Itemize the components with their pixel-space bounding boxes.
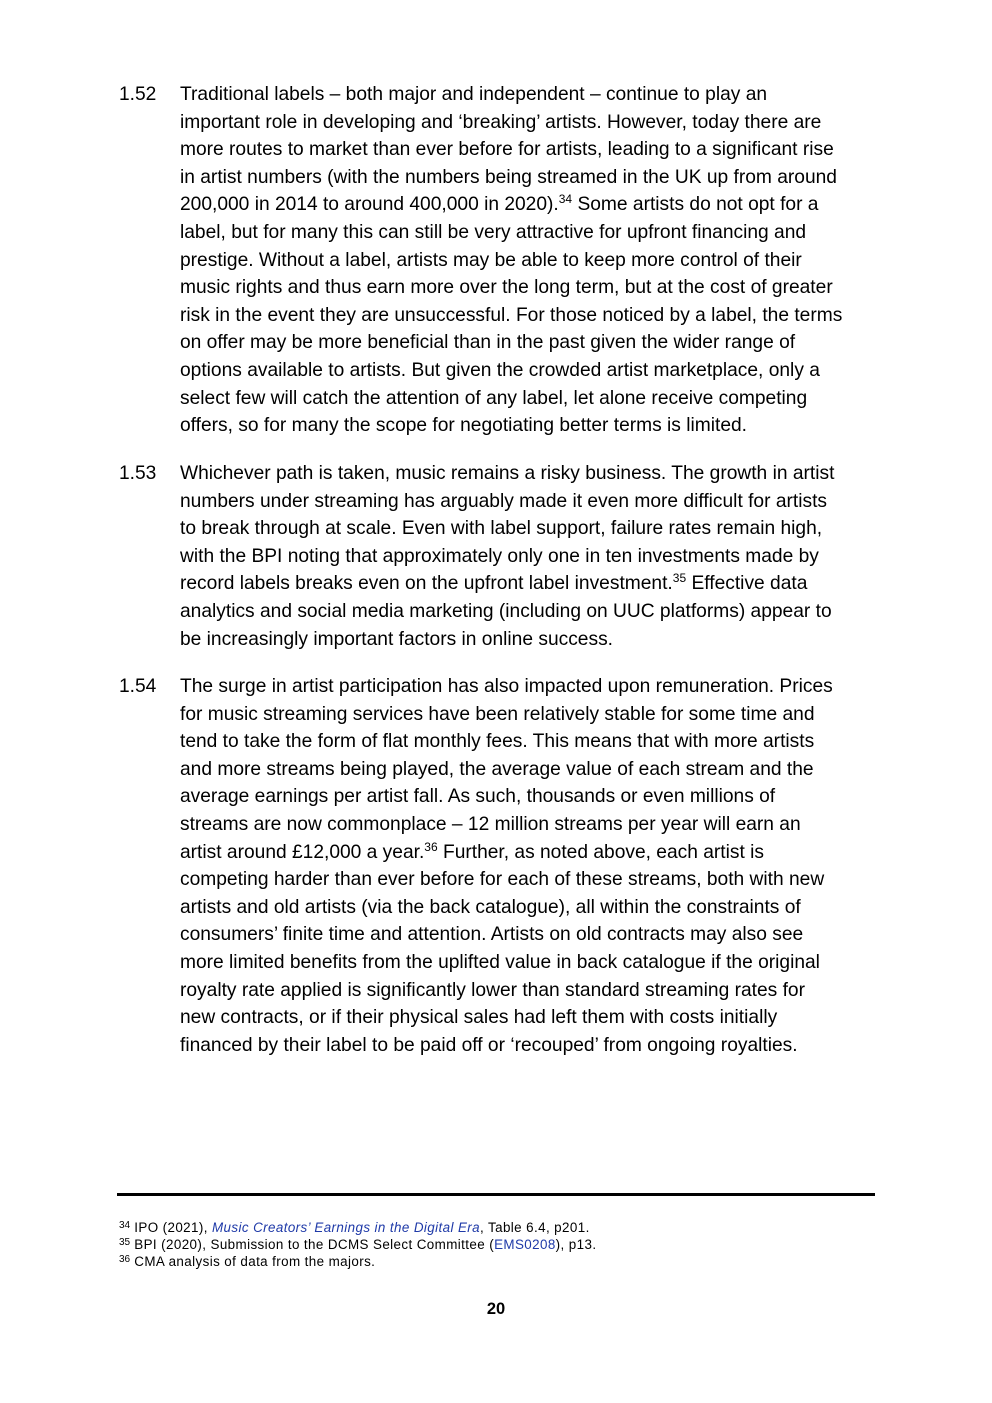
text-segment: Some artists do not opt for a	[572, 194, 819, 216]
text-line: offers, so for many the scope for negotiating better terms is limited.	[180, 415, 748, 437]
text-line: average earnings per artist fall. As such, thousands or even millions of	[180, 786, 776, 808]
paragraph-body	[180, 460, 879, 653]
text-segment: record labels breaks even on the upfront label investment.	[180, 573, 673, 595]
text-segment: Effective data	[686, 573, 808, 595]
text-line: The surge in artist participation has also impacted upon remuneration. Prices	[180, 676, 833, 697]
text-line: select few will catch the attention of any label, let alone receive competing	[180, 387, 808, 409]
footnote-text: CMA analysis of data from the majors.	[130, 1254, 376, 1269]
text-line: be increasingly important factors in online success.	[180, 628, 613, 650]
text-line: music rights and thus earn more over the long term, but at the cost of greater	[180, 277, 833, 299]
paragraph-number: 1.52	[119, 84, 157, 105]
paragraph-1-52	[119, 81, 879, 440]
text-line: streams are now commonplace – 12 million streams per year will earn an	[180, 813, 801, 835]
text-line: important role in developing and ‘breaking’ artists. However, today there are	[180, 111, 822, 133]
text-line: options available to artists. But given the crowded artist marketplace, only a	[180, 359, 820, 381]
text-line: to break through at scale. Even with label support, failure rates remain high,	[180, 518, 823, 540]
paragraph-body	[180, 673, 879, 1059]
text-line: new contracts, or if their physical sales had left them with costs initially	[180, 1007, 778, 1029]
text-line	[180, 191, 879, 219]
footnote-number: 34	[119, 1220, 131, 1231]
text-line: prestige. Without a label, artists may be able to keep more control of their	[180, 249, 802, 271]
paragraph-number: 1.53	[119, 463, 157, 484]
footnote-link-report[interactable]: Music Creators’ Earnings in the Digital Era	[211, 1220, 480, 1235]
text-line: on offer may be more beneficial than in the past given the wider range of	[180, 332, 796, 354]
text-line: Traditional labels – both major and independent – continue to play an	[180, 84, 768, 105]
text-line: Whichever path is taken, music remains a risky business. The growth in artist	[180, 463, 835, 484]
footnote-reference-36: 36	[424, 839, 438, 854]
text-line: analytics and social media marketing (including on UUC platforms) appear to	[180, 600, 832, 622]
text-line: royalty rate applied is significantly lower than standard streaming rates for	[180, 979, 805, 1001]
footnote-35	[119, 1236, 879, 1253]
paragraph-number: 1.54	[119, 676, 157, 697]
text-line: financed by their label to be paid off or ‘recouped’ from ongoing royalties.	[180, 1034, 798, 1056]
text-line: artists and old artists (via the back catalogue), all within the constraints of	[180, 896, 801, 918]
footnotes	[119, 1219, 879, 1270]
footnote-text: , Table 6.4, p201.	[480, 1220, 590, 1235]
footnote-reference-34: 34	[558, 192, 573, 207]
footnote-separator	[117, 1193, 875, 1196]
text-segment: 200,000 in 2014 to around 400,000 in 2020).	[180, 194, 559, 216]
footnote-text: IPO (2021),	[130, 1220, 212, 1235]
paragraph-1-53	[119, 460, 879, 653]
text-line: for music streaming services have been relatively stable for some time and	[180, 703, 815, 725]
text-line	[180, 570, 879, 598]
footnote-36	[119, 1253, 879, 1270]
text-line	[180, 839, 879, 867]
text-segment: Further, as noted above, each artist is	[437, 841, 765, 863]
text-line: more routes to market than ever before for artists, leading to a significant rise	[180, 139, 834, 161]
text-line: in artist numbers (with the numbers being streamed in the UK up from around	[180, 166, 837, 188]
text-line: with the BPI noting that approximately only one in ten investments made by	[180, 545, 819, 567]
text-line: tend to take the form of flat monthly fees. This means that with more artists	[180, 731, 815, 753]
footnote-text: ), p13.	[555, 1237, 597, 1252]
page-number: 20	[486, 1300, 506, 1318]
text-line: more limited benefits from the uplifted value in back catalogue if the original	[180, 951, 820, 973]
footnote-link-submission[interactable]: EMS0208	[494, 1237, 556, 1252]
text-line: numbers under streaming has arguably made it even more difficult for artists	[180, 490, 827, 512]
text-line: consumers’ finite time and attention. Artists on old contracts may also see	[180, 924, 804, 946]
paragraph-1-54	[119, 673, 879, 1059]
text-line: risk in the event they are unsuccessful. For those noticed by a label, the terms	[180, 304, 843, 326]
text-line: competing harder than ever before for each of these streams, both with new	[180, 869, 825, 891]
text-line: and more streams being played, the average value of each stream and the	[180, 758, 814, 780]
footnote-34	[119, 1219, 879, 1236]
text-line: label, but for many this can still be very attractive for upfront financing and	[180, 221, 807, 243]
footnote-number: 36	[119, 1254, 131, 1265]
footnote-text: BPI (2020), Submission to the DCMS Select Committee (	[130, 1237, 495, 1252]
paragraph-body	[180, 81, 879, 440]
text-segment: artist around £12,000 a year.	[180, 841, 425, 863]
footnote-number: 35	[119, 1237, 131, 1248]
footnote-reference-35: 35	[672, 571, 687, 586]
